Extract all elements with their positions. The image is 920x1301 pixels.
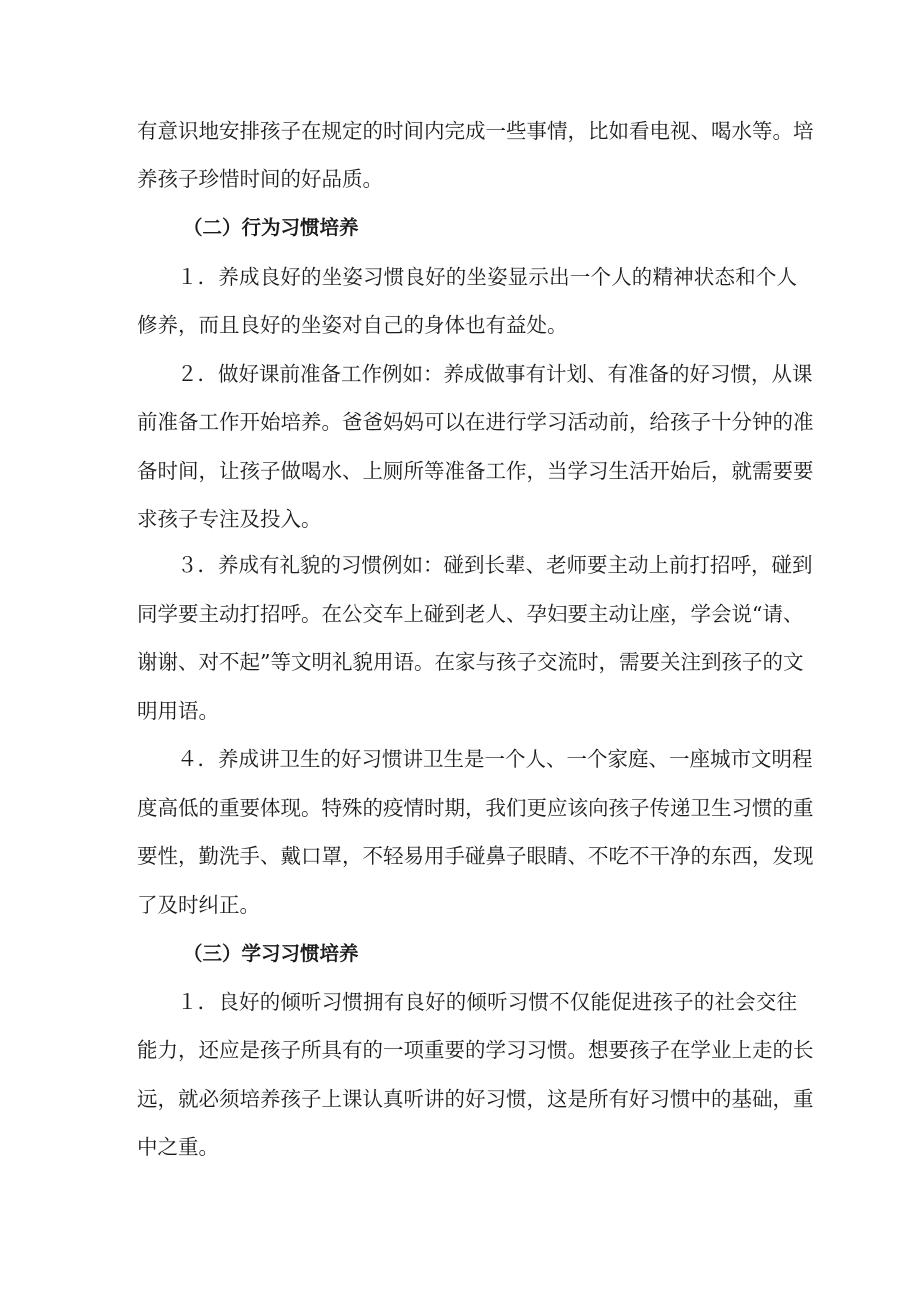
paragraph-line: 中之重。 [137, 1135, 219, 1159]
paragraph-line: 备时间，让孩子做喝水、上厕所等准备工作，当学习生活开始后，就需要要 [137, 459, 814, 483]
paragraph-line: 修养，而且良好的坐姿对自己的身体也有益处。 [137, 313, 568, 337]
paragraph-line: 养孩子珍惜时间的好品质。 [137, 167, 383, 191]
paragraph-line: 有意识地安排孩子在规定的时间内完成一些事情，比如看电视、喝水等。培 [137, 119, 814, 143]
paragraph-line: 度高低的重要体现。特殊的疫情时期，我们更应该向孩子传递卫生习惯的重 [137, 796, 814, 820]
paragraph-line: 明用语。 [137, 699, 219, 723]
paragraph-line: 了及时纠正。 [137, 893, 260, 917]
paragraph-line: 前准备工作开始培养。爸爸妈妈可以在进行学习活动前，给孩子十分钟的准 [137, 410, 814, 434]
paragraph-line: 能力，还应是孩子所具有的一项重要的学习习惯。想要孩子在学业上走的长 [137, 1038, 814, 1062]
paragraph-line: 同学要主动打招呼。在公交车上碰到老人、孕妇要主动让座，学会说“请、 [137, 602, 804, 626]
paragraph-line: ３．养成有礼貌的习惯例如：碰到长辈、老师要主动上前打招呼，碰到 [177, 553, 813, 577]
paragraph-line: ４．养成讲卫生的好习惯讲卫生是一个人、一个家庭、一座城市文明程 [177, 747, 813, 771]
section-heading: （三）学习习惯培养 [183, 942, 359, 965]
paragraph-line: 远，就必须培养孩子上课认真听讲的好习惯，这是所有好习惯中的基础，重 [137, 1087, 814, 1111]
paragraph-line: １．养成良好的坐姿习惯良好的坐姿显示出一个人的精神状态和个人 [177, 265, 797, 289]
paragraph-line: １．良好的倾听习惯拥有良好的倾听习惯不仅能促进孩子的社会交往 [177, 990, 797, 1014]
section-heading: （二）行为习惯培养 [183, 216, 359, 239]
paragraph-line: 谢谢、对不起”等文明礼貌用语。在家与孩子交流时，需要关注到孩子的文 [137, 650, 804, 674]
paragraph-line: 求孩子专注及投入。 [137, 507, 322, 531]
paragraph-line: ２．做好课前准备工作例如：养成做事有计划、有准备的好习惯，从课 [177, 362, 813, 386]
paragraph-line: 要性，勤洗手、戴口罩，不轻易用手碰鼻子眼睛、不吃不干净的东西，发现 [137, 844, 814, 868]
